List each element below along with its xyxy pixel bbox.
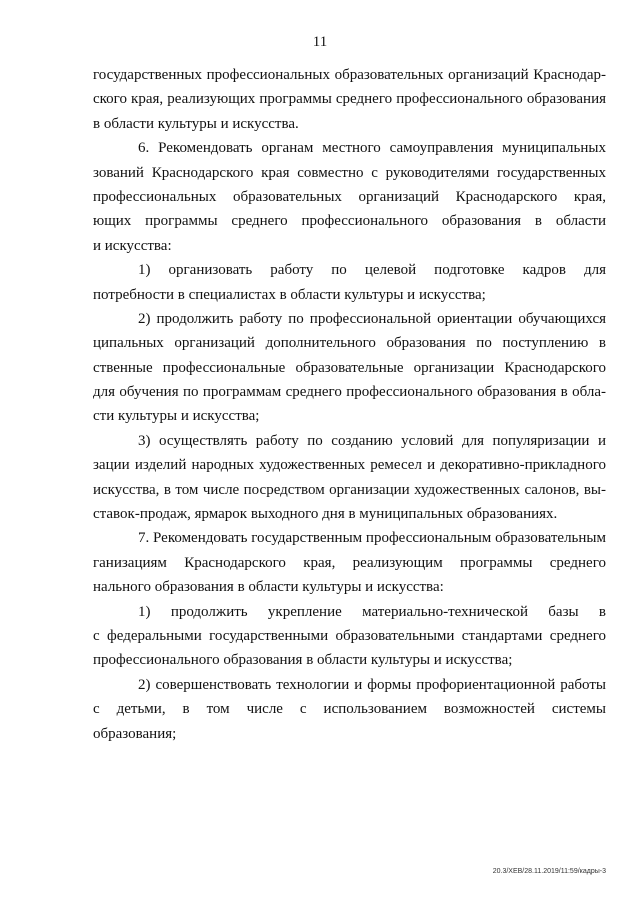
text-line: с федеральными государственными образовательными стандартами среднего [93, 627, 606, 644]
text-line: профессионального образования в области культуры и искусства; [93, 652, 513, 669]
text-line: с детьми, в том числе с использованием возможностей системы [93, 701, 606, 718]
text-line: и искусства: [93, 237, 172, 254]
text-line: образования; [93, 725, 177, 742]
text-line: искусства, в том числе посредством организации художественных салонов, вы- [93, 481, 606, 498]
text-line: в области культуры и искусства. [93, 115, 299, 132]
body-text [93, 63, 606, 746]
footer-document-code: 20.3/ХЕВ/28.11.2019/11:59/кадры-3 [492, 868, 606, 875]
text-line: 2) продолжить работу по профессиональной ориентации обучающихся [138, 310, 606, 327]
text-line: 1) продолжить укрепление материально-технической базы в [138, 603, 606, 620]
text-line: ющих программы среднего профессионального образования в области [93, 213, 606, 230]
text-line: ственные профессиональные образовательные организации Краснодарского [93, 359, 606, 376]
text-line: 3) осуществлять работу по созданию условий для популяризации и [138, 432, 606, 449]
text-line: ставок-продаж, ярмарок выходного дня в муниципальных образованиях. [93, 506, 558, 523]
page-number: 11 [312, 34, 328, 50]
text-line: 7. Рекомендовать государственным профессиональным образовательным [138, 530, 606, 547]
text-line: государственных профессиональных образовательных организаций Краснодар- [93, 67, 606, 83]
text-line: нального образования в области культуры и искусства: [93, 579, 444, 596]
text-line: ганизациям Краснодарского края, реализующим программы среднего [93, 554, 606, 571]
text-line: ципальных организаций дополнительного образования по поступлению в [93, 335, 606, 352]
text-line: зации изделий народных художественных ремесел и декоративно-прикладного [93, 457, 606, 474]
text-line: 1) организовать работу по целевой подготовке кадров для [138, 262, 606, 279]
text-line: 6. Рекомендовать органам местного самоуправления муниципальных [138, 140, 606, 157]
text-line: 2) совершенствовать технологии и формы профориентационной работы [138, 676, 606, 693]
text-line: профессиональных образовательных организаций Краснодарского края, [93, 188, 606, 205]
text-line: зований Краснодарского края совместно с руководителями государственных [93, 164, 606, 181]
text-line: сти культуры и искусства; [93, 408, 260, 425]
text-line: ского края, реализующих программы среднего профессионального образования [93, 91, 606, 108]
text-line: для обучения по программам среднего профессионального образования в обла- [93, 384, 606, 401]
text-line: потребности в специалистах в области культуры и искусства; [93, 286, 486, 303]
